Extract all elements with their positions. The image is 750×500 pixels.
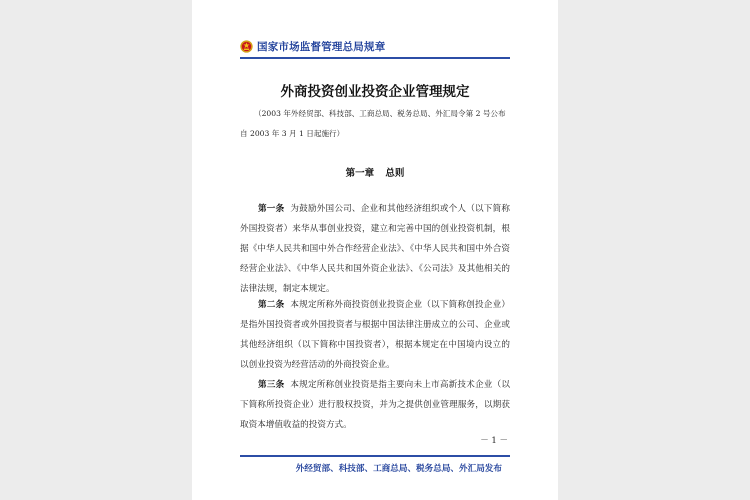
article-number: 第一条 xyxy=(258,204,285,214)
page-number: － 1 － xyxy=(480,436,508,446)
footer-publisher: 外经贸部、科技部、工商总局、税务总局、外汇局发布 xyxy=(295,464,502,474)
document-subtitle: （2003 年外经贸部、科技部、工商总局、税务总局、外汇局令第 2 号公布 自 2003 年 3 月 1 日起施行） xyxy=(240,109,506,138)
article-2 xyxy=(240,295,510,375)
footer-divider xyxy=(240,455,510,457)
national-emblem-icon xyxy=(240,40,253,53)
header-title: 国家市场监督管理总局规章 xyxy=(257,40,386,53)
document-page xyxy=(192,0,558,500)
article-text: 为鼓励外国公司、企业和其他经济组织或个人（以下简称外国投资者）来华从事创业投资，建立和完善中国的创业投资机制，根据《中华人民共和国中外合作经营企业法》、《中华人民共和国中外合资经营企业法》、《中华人民共和国外资企业法》、《公司法》及其他相关的法律法规，制定本规定。 xyxy=(240,204,510,294)
article-number: 第二条 xyxy=(258,300,285,310)
article-text: 本规定所称外商投资创业投资企业（以下简称创投企业）是指外国投资者或外国投资者与根据中国法律注册成立的公司、企业或其他经济组织（以下简称中国投资者），根据本规定在中国境内设立的以创业投资为经营活动的外商投资企业。 xyxy=(240,300,510,370)
article-number: 第三条 xyxy=(258,380,285,390)
document-title: 外商投资创业投资企业管理规定 xyxy=(280,84,470,100)
header-divider xyxy=(240,57,510,59)
article-1 xyxy=(240,199,510,299)
page-header xyxy=(240,37,510,55)
article-3 xyxy=(240,375,510,435)
article-text: 本规定所称创业投资是指主要向未上市高新技术企业（以下简称所投资企业）进行股权投资，并为之提供创业管理服务，以期获取资本增值收益的投资方式。 xyxy=(240,380,510,430)
chapter-heading: 第一章 总则 xyxy=(345,168,405,179)
